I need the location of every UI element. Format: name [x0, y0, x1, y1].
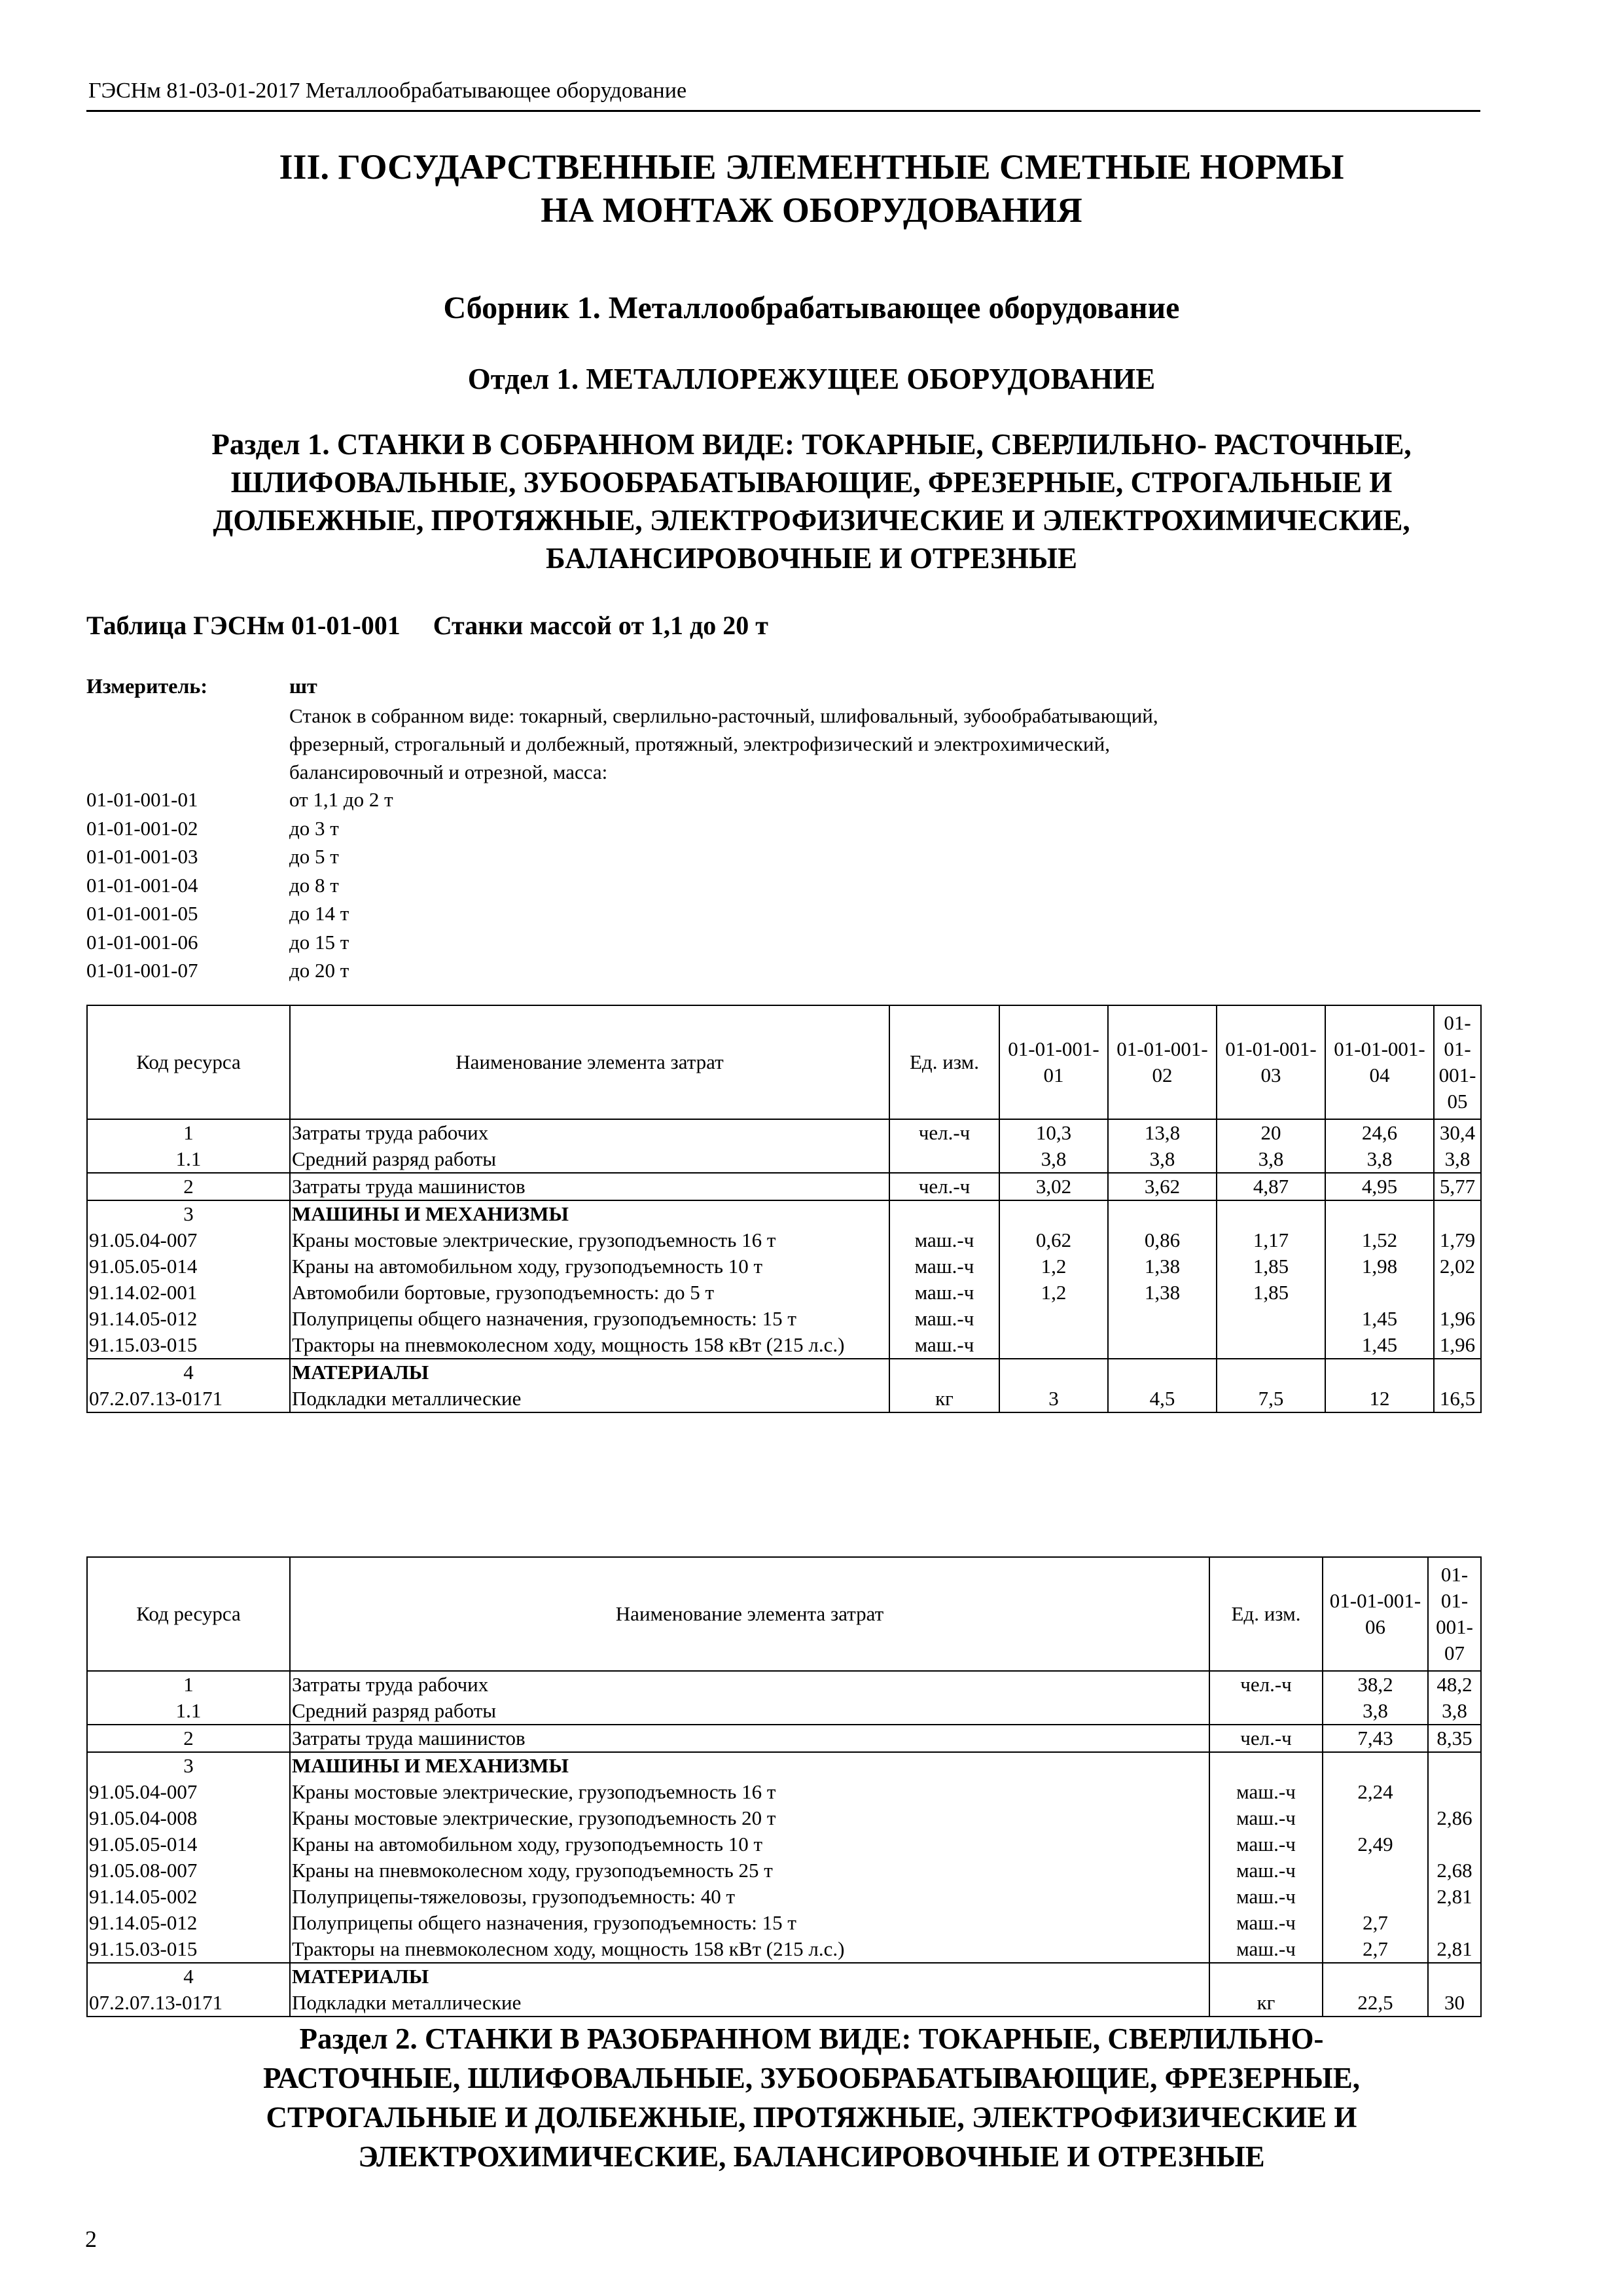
section2-title [0, 2019, 1623, 2176]
value-cell [1428, 1752, 1481, 1779]
header-cost-element: Наименование элемента затрат [290, 1557, 1209, 1671]
table-row [87, 1831, 1481, 1857]
unit-cell: маш.-ч [1209, 1857, 1323, 1884]
table-row [87, 1671, 1481, 1698]
table-header-row [87, 1005, 1481, 1119]
table-row [87, 1805, 1481, 1831]
value-cell: 10,3 [999, 1119, 1108, 1146]
value-cell [1428, 1963, 1481, 1990]
table-row [87, 1227, 1481, 1253]
section1-title [0, 425, 1623, 577]
value-cell: 4,5 [1108, 1386, 1217, 1412]
norm-row [86, 871, 393, 900]
running-header: ГЭСНм 81-03-01-2017 Металлообрабатывающее оборудование [88, 79, 687, 103]
header-norm-code: 01-01-001-01 [999, 1005, 1108, 1119]
norm-code: 01-01-001-05 [86, 902, 198, 925]
value-cell: 2,81 [1428, 1936, 1481, 1963]
measure-description-line: Станок в собранном виде: токарный, сверлильно-расточный, шлифовальный, зубообрабатывающий, [289, 704, 1158, 727]
value-cell: 1,38 [1108, 1280, 1217, 1306]
value-cell: 0,62 [999, 1227, 1108, 1253]
measure-description [289, 702, 1428, 786]
value-cell: 38,2 [1323, 1671, 1428, 1698]
resource-code-cell: 91.14.02-001 [87, 1280, 290, 1306]
value-cell: 1,85 [1217, 1280, 1325, 1306]
cost-element-cell: Автомобили бортовые, грузоподъемность: до 5 т [290, 1280, 889, 1306]
unit-cell: чел.-ч [1209, 1725, 1323, 1752]
table-row [87, 1119, 1481, 1146]
value-cell [999, 1306, 1108, 1332]
unit-cell [889, 1359, 999, 1386]
table-caption-code: Таблица ГЭСНм 01-01-001 [86, 611, 401, 640]
value-cell [1108, 1200, 1217, 1227]
cost-element-cell: Краны на автомобильном ходу, грузоподъемность 10 т [290, 1831, 1209, 1857]
norm-code: 01-01-001-07 [86, 959, 198, 982]
table-row [87, 1698, 1481, 1725]
value-cell [1323, 1752, 1428, 1779]
value-cell [1325, 1200, 1434, 1227]
cost-element-cell: Краны на пневмоколесном ходу, грузоподъемность 25 т [290, 1857, 1209, 1884]
value-cell: 2,49 [1323, 1831, 1428, 1857]
cost-element-cell: Краны мостовые электрические, грузоподъемность 16 т [290, 1227, 889, 1253]
section2-title-line: РАСТОЧНЫЕ, ШЛИФОВАЛЬНЫЕ, ЗУБООБРАБАТЫВАЮЩИЕ, ФРЕЗЕРНЫЕ, [262, 2062, 1360, 2094]
measure-unit: шт [289, 674, 317, 698]
cost-element-cell: Затраты труда рабочих [290, 1671, 1209, 1698]
value-cell [1323, 1963, 1428, 1990]
value-cell: 2,02 [1434, 1253, 1481, 1280]
unit-cell: маш.-ч [889, 1306, 999, 1332]
table-row [87, 1884, 1481, 1910]
unit-cell: маш.-ч [889, 1332, 999, 1359]
norm-row [86, 785, 393, 814]
part-title-line: III. ГОСУДАРСТВЕННЫЕ ЭЛЕМЕНТНЫЕ СМЕТНЫЕ НОРМЫ [279, 147, 1344, 187]
norm-description: до 8 т [289, 873, 339, 897]
table-row [87, 1725, 1481, 1752]
table-row [87, 1936, 1481, 1963]
value-cell: 1,98 [1325, 1253, 1434, 1280]
resource-code-cell: 2 [87, 1725, 290, 1752]
norm-row [86, 928, 393, 957]
value-cell: 1,2 [999, 1253, 1108, 1280]
value-cell: 2,68 [1428, 1857, 1481, 1884]
value-cell: 8,35 [1428, 1725, 1481, 1752]
value-cell: 48,2 [1428, 1671, 1481, 1698]
norm-row [86, 899, 393, 928]
cost-element-cell: Затраты труда рабочих [290, 1119, 889, 1146]
resource-code-cell: 91.15.03-015 [87, 1332, 290, 1359]
value-cell: 2,24 [1323, 1779, 1428, 1805]
cost-table-2 [86, 1556, 1482, 2017]
resource-code-cell: 07.2.07.13-0171 [87, 1386, 290, 1412]
resource-code-cell: 91.05.04-007 [87, 1779, 290, 1805]
resource-code-cell: 1.1 [87, 1146, 290, 1173]
part-title [0, 145, 1623, 232]
norm-list [86, 785, 393, 985]
value-cell: 1,17 [1217, 1227, 1325, 1253]
section1-title-line: ДОЛБЕЖНЫЕ, ПРОТЯЖНЫЕ, ЭЛЕКТРОФИЗИЧЕСКИЕ И ЭЛЕКТРОХИМИЧЕСКИЕ, [213, 504, 1410, 537]
cost-element-cell: Краны мостовые электрические, грузоподъемность 20 т [290, 1805, 1209, 1831]
unit-cell: маш.-ч [889, 1227, 999, 1253]
norm-row [86, 842, 393, 871]
unit-cell: чел.-ч [1209, 1671, 1323, 1698]
cost-element-cell: Затраты труда машинистов [290, 1173, 889, 1200]
value-cell: 20 [1217, 1119, 1325, 1146]
unit-cell: маш.-ч [1209, 1910, 1323, 1936]
unit-cell [1209, 1698, 1323, 1725]
table-row [87, 1779, 1481, 1805]
unit-cell: маш.-ч [1209, 1884, 1323, 1910]
unit-cell [889, 1200, 999, 1227]
section2-title-line: Раздел 2. СТАНКИ В РАЗОБРАННОМ ВИДЕ: ТОКАРНЫЕ, СВЕРЛИЛЬНО- [299, 2022, 1324, 2055]
value-cell: 3,8 [1325, 1146, 1434, 1173]
table-row [87, 1306, 1481, 1332]
resource-code-cell: 91.15.03-015 [87, 1936, 290, 1963]
unit-cell: чел.-ч [889, 1173, 999, 1200]
value-cell [1434, 1359, 1481, 1386]
value-cell [999, 1332, 1108, 1359]
value-cell: 30 [1428, 1990, 1481, 2017]
resource-code-cell: 91.05.04-008 [87, 1805, 290, 1831]
norm-code: 01-01-001-06 [86, 930, 198, 954]
value-cell [1323, 1805, 1428, 1831]
cost-element-cell: Средний разряд работы [290, 1698, 1209, 1725]
value-cell [1108, 1332, 1217, 1359]
table-row [87, 1146, 1481, 1173]
value-cell [1217, 1306, 1325, 1332]
value-cell [999, 1200, 1108, 1227]
unit-cell [889, 1146, 999, 1173]
value-cell: 1,96 [1434, 1306, 1481, 1332]
header-norm-code: 01-01-001-03 [1217, 1005, 1325, 1119]
header-norm-code: 01-01-001-02 [1108, 1005, 1217, 1119]
header-resource-code: Код ресурса [87, 1557, 290, 1671]
measure-label: Измеритель: [86, 674, 207, 698]
value-cell: 30,4 [1434, 1119, 1481, 1146]
table-row [87, 1173, 1481, 1200]
value-cell: 4,87 [1217, 1173, 1325, 1200]
resource-code-cell: 91.14.05-002 [87, 1884, 290, 1910]
value-cell: 0,86 [1108, 1227, 1217, 1253]
norm-code: 01-01-001-03 [86, 845, 198, 868]
norm-code: 01-01-001-04 [86, 873, 198, 897]
value-cell: 1,2 [999, 1280, 1108, 1306]
unit-cell [1209, 1752, 1323, 1779]
measure-description-line: балансировочный и отрезной, масса: [289, 761, 608, 783]
resource-code-cell: 4 [87, 1963, 290, 1990]
table-row [87, 1752, 1481, 1779]
page-number: 2 [85, 2226, 97, 2252]
value-cell [1323, 1884, 1428, 1910]
value-cell: 2,81 [1428, 1884, 1481, 1910]
table-caption [86, 610, 768, 641]
value-cell [1108, 1306, 1217, 1332]
header-unit: Ед. изм. [889, 1005, 999, 1119]
value-cell [1325, 1359, 1434, 1386]
collection-title: Сборник 1. Металлообрабатывающее оборудование [443, 291, 1180, 325]
norm-description: до 14 т [289, 902, 349, 925]
value-cell [1325, 1280, 1434, 1306]
table-row [87, 1253, 1481, 1280]
resource-code-cell: 91.05.05-014 [87, 1253, 290, 1280]
table-row [87, 1386, 1481, 1412]
norm-code: 01-01-001-02 [86, 816, 198, 840]
header-unit: Ед. изм. [1209, 1557, 1323, 1671]
value-cell: 3,8 [1217, 1146, 1325, 1173]
value-cell: 1,38 [1108, 1253, 1217, 1280]
resource-code-cell: 4 [87, 1359, 290, 1386]
norm-description: до 20 т [289, 959, 349, 982]
value-cell [1428, 1831, 1481, 1857]
value-cell: 7,5 [1217, 1386, 1325, 1412]
value-cell: 5,77 [1434, 1173, 1481, 1200]
cost-element-cell: МАШИНЫ И МЕХАНИЗМЫ [290, 1200, 889, 1227]
value-cell: 3,02 [999, 1173, 1108, 1200]
part-title-line: НА МОНТАЖ ОБОРУДОВАНИЯ [541, 190, 1082, 230]
department-title: Отдел 1. МЕТАЛЛОРЕЖУЩЕЕ ОБОРУДОВАНИЕ [467, 363, 1156, 395]
value-cell: 1,96 [1434, 1332, 1481, 1359]
norm-code: 01-01-001-01 [86, 788, 198, 811]
table-row [87, 1963, 1481, 1990]
header-resource-code: Код ресурса [87, 1005, 290, 1119]
cost-element-cell: Подкладки металлические [290, 1386, 889, 1412]
resource-code-cell: 3 [87, 1752, 290, 1779]
value-cell: 16,5 [1434, 1386, 1481, 1412]
table-row [87, 1990, 1481, 2017]
value-cell [1217, 1200, 1325, 1227]
unit-cell: маш.-ч [1209, 1936, 1323, 1963]
value-cell [1434, 1280, 1481, 1306]
cost-table-1 [86, 1005, 1482, 1413]
norm-description: до 5 т [289, 845, 339, 868]
cost-element-cell: Краны мостовые электрические, грузоподъемность 16 т [290, 1779, 1209, 1805]
value-cell: 3,62 [1108, 1173, 1217, 1200]
value-cell: 3,8 [999, 1146, 1108, 1173]
norm-description: до 3 т [289, 816, 339, 840]
value-cell: 1,52 [1325, 1227, 1434, 1253]
value-cell [999, 1359, 1108, 1386]
section2-title-line: СТРОГАЛЬНЫЕ И ДОЛБЕЖНЫЕ, ПРОТЯЖНЫЕ, ЭЛЕКТРОФИЗИЧЕСКИЕ И [266, 2101, 1357, 2134]
value-cell: 1,45 [1325, 1306, 1434, 1332]
value-cell [1217, 1359, 1325, 1386]
cost-element-cell: Затраты труда машинистов [290, 1725, 1209, 1752]
value-cell: 24,6 [1325, 1119, 1434, 1146]
value-cell: 3,8 [1428, 1698, 1481, 1725]
value-cell [1323, 1857, 1428, 1884]
table-header-row [87, 1557, 1481, 1671]
cost-element-cell: МАШИНЫ И МЕХАНИЗМЫ [290, 1752, 1209, 1779]
cost-element-cell: Тракторы на пневмоколесном ходу, мощность 158 кВт (215 л.с.) [290, 1936, 1209, 1963]
unit-cell: маш.-ч [889, 1280, 999, 1306]
resource-code-cell: 1 [87, 1119, 290, 1146]
value-cell: 1,85 [1217, 1253, 1325, 1280]
table-row [87, 1332, 1481, 1359]
value-cell: 3 [999, 1386, 1108, 1412]
value-cell: 4,95 [1325, 1173, 1434, 1200]
section2-title-line: ЭЛЕКТРОХИМИЧЕСКИЕ, БАЛАНСИРОВОЧНЫЕ И ОТРЕЗНЫЕ [358, 2140, 1265, 2173]
cost-element-cell: Средний разряд работы [290, 1146, 889, 1173]
section1-title-line: ШЛИФОВАЛЬНЫЕ, ЗУБООБРАБАТЫВАЮЩИЕ, ФРЕЗЕРНЫЕ, СТРОГАЛЬНЫЕ И [230, 466, 1393, 499]
value-cell: 2,86 [1428, 1805, 1481, 1831]
resource-code-cell: 91.05.05-014 [87, 1831, 290, 1857]
value-cell: 1,45 [1325, 1332, 1434, 1359]
cost-element-cell: Полуприцепы общего назначения, грузоподъемность: 15 т [290, 1306, 889, 1332]
resource-code-cell: 3 [87, 1200, 290, 1227]
resource-code-cell: 91.05.04-007 [87, 1227, 290, 1253]
norm-row [86, 956, 393, 985]
value-cell: 13,8 [1108, 1119, 1217, 1146]
unit-cell: маш.-ч [1209, 1805, 1323, 1831]
value-cell [1108, 1359, 1217, 1386]
header-cost-element: Наименование элемента затрат [290, 1005, 889, 1119]
cost-element-cell: Полуприцепы-тяжеловозы, грузоподъемность: 40 т [290, 1884, 1209, 1910]
cost-element-cell: МАТЕРИАЛЫ [290, 1963, 1209, 1990]
unit-cell: маш.-ч [889, 1253, 999, 1280]
unit-cell: маш.-ч [1209, 1779, 1323, 1805]
value-cell: 3,8 [1108, 1146, 1217, 1173]
value-cell: 22,5 [1323, 1990, 1428, 2017]
cost-element-cell: Тракторы на пневмоколесном ходу, мощность 158 кВт (215 л.с.) [290, 1332, 889, 1359]
value-cell: 1,79 [1434, 1227, 1481, 1253]
value-cell: 3,8 [1434, 1146, 1481, 1173]
cost-element-cell: МАТЕРИАЛЫ [290, 1359, 889, 1386]
resource-code-cell: 1 [87, 1671, 290, 1698]
norm-row [86, 814, 393, 843]
table-row [87, 1910, 1481, 1936]
header-rule [86, 110, 1480, 112]
table-row [87, 1200, 1481, 1227]
value-cell [1434, 1200, 1481, 1227]
unit-cell: маш.-ч [1209, 1831, 1323, 1857]
section1-title-line: Раздел 1. СТАНКИ В СОБРАННОМ ВИДЕ: ТОКАРНЫЕ, СВЕРЛИЛЬНО- РАСТОЧНЫЕ, [211, 428, 1412, 461]
resource-code-cell: 91.05.08-007 [87, 1857, 290, 1884]
unit-cell: кг [889, 1386, 999, 1412]
resource-code-cell: 1.1 [87, 1698, 290, 1725]
value-cell [1428, 1910, 1481, 1936]
value-cell [1428, 1779, 1481, 1805]
value-cell: 2,7 [1323, 1936, 1428, 1963]
value-cell [1217, 1332, 1325, 1359]
resource-code-cell: 91.14.05-012 [87, 1910, 290, 1936]
value-cell: 7,43 [1323, 1725, 1428, 1752]
value-cell: 3,8 [1323, 1698, 1428, 1725]
unit-cell: кг [1209, 1990, 1323, 2017]
table-row [87, 1359, 1481, 1386]
header-norm-code: 01-01-001-06 [1323, 1557, 1428, 1671]
unit-cell [1209, 1963, 1323, 1990]
measure-description-line: фрезерный, строгальный и долбежный, протяжный, электрофизический и электрохимический, [289, 732, 1110, 755]
cost-element-cell: Подкладки металлические [290, 1990, 1209, 2017]
cost-element-cell: Краны на автомобильном ходу, грузоподъемность 10 т [290, 1253, 889, 1280]
resource-code-cell: 2 [87, 1173, 290, 1200]
norm-description: от 1,1 до 2 т [289, 788, 393, 811]
resource-code-cell: 07.2.07.13-0171 [87, 1990, 290, 2017]
unit-cell: чел.-ч [889, 1119, 999, 1146]
value-cell: 2,7 [1323, 1910, 1428, 1936]
header-norm-code: 01-01-001-07 [1428, 1557, 1481, 1671]
table-row [87, 1280, 1481, 1306]
header-norm-code: 01-01-001-05 [1434, 1005, 1481, 1119]
value-cell: 12 [1325, 1386, 1434, 1412]
header-norm-code: 01-01-001-04 [1325, 1005, 1434, 1119]
table-row [87, 1857, 1481, 1884]
resource-code-cell: 91.14.05-012 [87, 1306, 290, 1332]
section1-title-line: БАЛАНСИРОВОЧНЫЕ И ОТРЕЗНЫЕ [545, 542, 1078, 575]
norm-description: до 15 т [289, 930, 349, 954]
table-caption-title: Станки массой от 1,1 до 20 т [433, 611, 768, 640]
cost-element-cell: Полуприцепы общего назначения, грузоподъемность: 15 т [290, 1910, 1209, 1936]
